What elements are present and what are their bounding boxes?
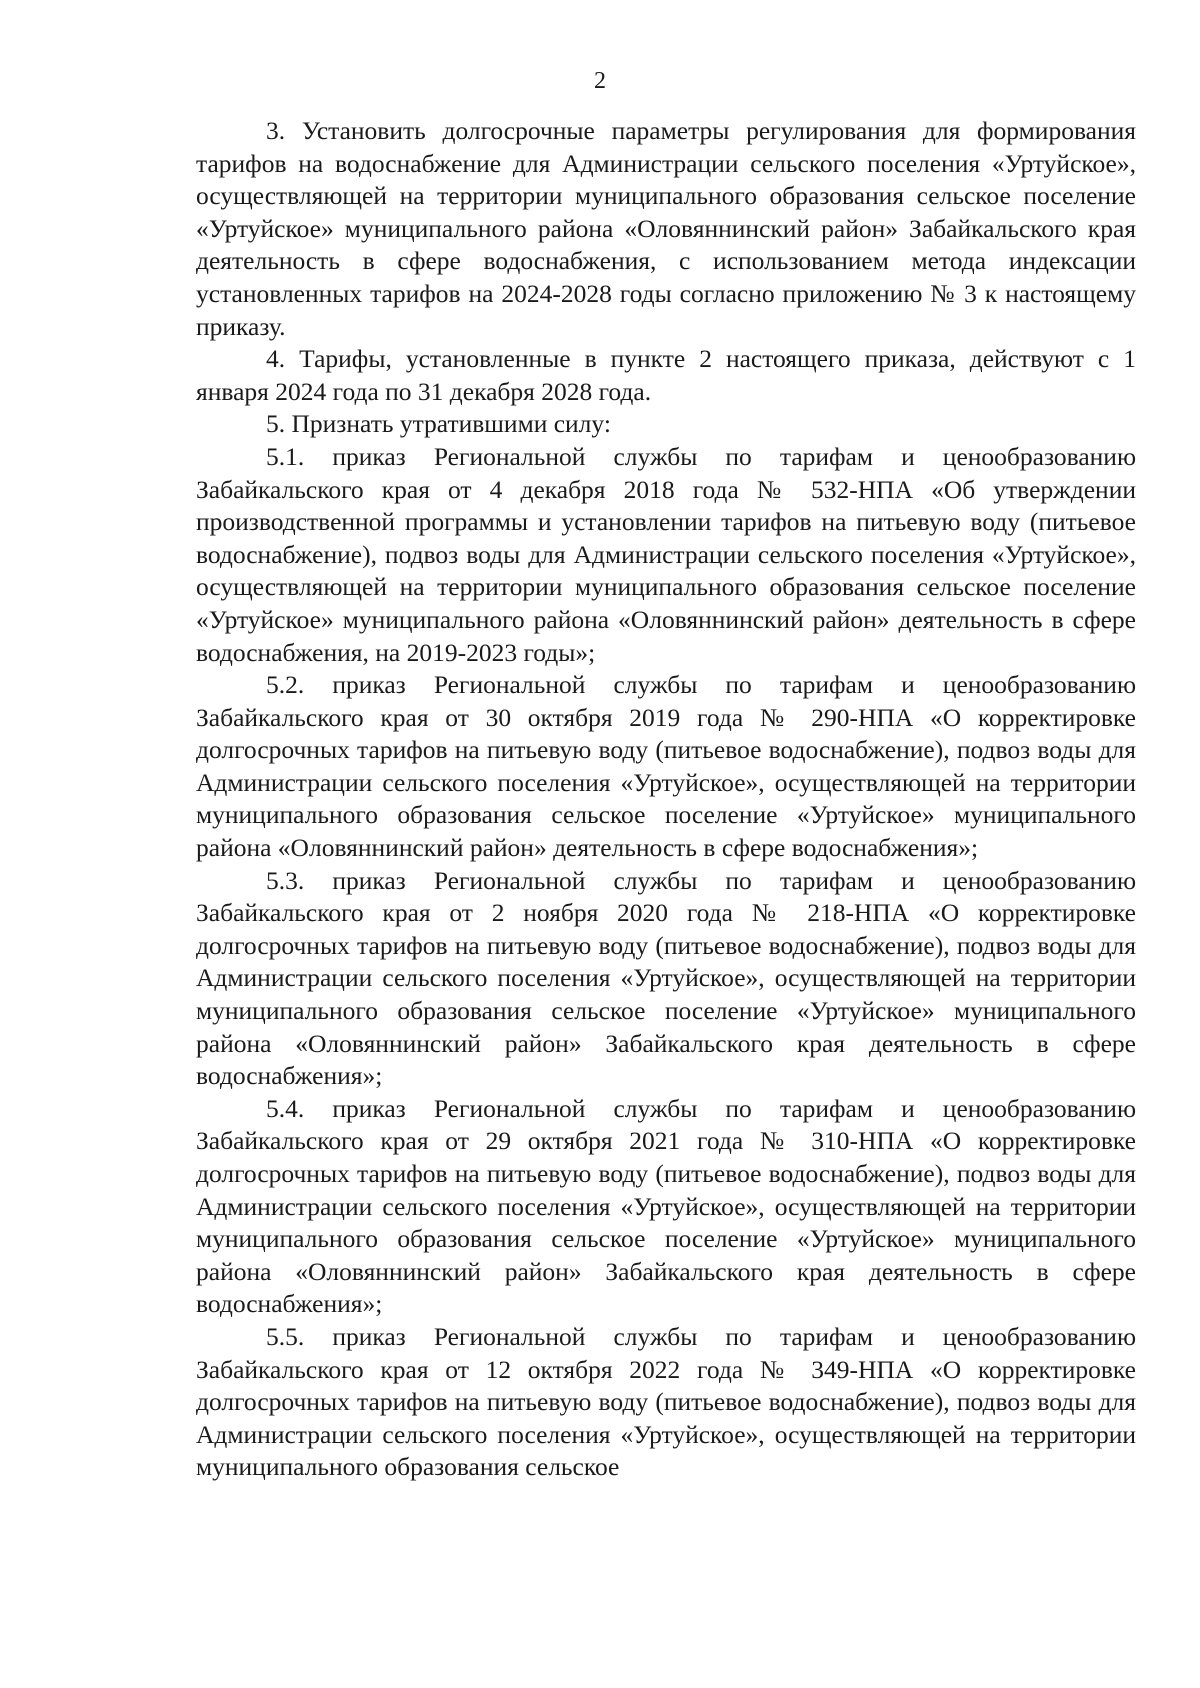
paragraph-item-5-2: 5.2. приказ Региональной службы по тарифам и ценообразованию Забайкальского края от 30 октября 2019 года № 290-НПА «О корректировке долгосрочных тарифов на питьевую воду (питьевое водоснабжение), подвоз воды для Администрации сельского поселения «Уртуйское», осуществляющей на территории муниципального образования сельское поселение «Уртуйское» муниципального района «Оловяннинский район» деятельность в сфере водоснабжения»; — [196, 670, 1136, 863]
page-number: 2 — [594, 68, 606, 94]
paragraph-item-5-1: 5.1. приказ Региональной службы по тарифам и ценообразованию Забайкальского края от 4 декабря 2018 года № 532-НПА «Об утверждении производственной программы и установлении тарифов на питьевую воду (питьевое водоснабжение), подвоз воды для Администрации сельского поселения «Уртуйское», осуществляющей на территории муниципального образования сельское поселение «Уртуйское» муниципального района «Оловяннинский район» деятельность в сфере водоснабжения, на 2019-2023 годы»; — [196, 441, 1136, 667]
paragraph-item-5: 5. Признать утратившими силу: — [266, 409, 611, 439]
paragraph-item-3: 3. Установить долгосрочные параметры регулирования для формирования тарифов на водоснабжение для Администрации сельского поселения «Уртуйское», осуществляющей на территории муниципального образования сельское поселение «Уртуйское» муниципального района «Оловяннинский район» Забайкальского края деятельность в сфере водоснабжения, с использованием метода индексации установленных тарифов на 2024-2028 годы согласно приложению № 3 к настоящему приказу. — [196, 116, 1136, 341]
paragraph-item-4: 4. Тарифы, установленные в пункте 2 настоящего приказа, действуют с 1 января 2024 года по 31 декабря 2028 года. — [196, 344, 1136, 406]
paragraph-item-5-5: 5.5. приказ Региональной службы по тарифам и ценообразованию Забайкальского края от 12 октября 2022 года № 349-НПА «О корректировке долгосрочных тарифов на питьевую воду (питьевое водоснабжение), подвоз воды для Администрации сельского поселения «Уртуйское», осуществляющей на территории муниципального образования сельское — [196, 1321, 1136, 1482]
document-body — [196, 115, 1136, 1484]
paragraph-item-5-4: 5.4. приказ Региональной службы по тарифам и ценообразованию Забайкальского края от 29 октября 2021 года № 310-НПА «О корректировке долгосрочных тарифов на питьевую воду (питьевое водоснабжение), подвоз воды для Администрации сельского поселения «Уртуйское», осуществляющей на территории муниципального образования сельское поселение «Уртуйское» муниципального района «Оловяннинский район» Забайкальского края деятельность в сфере водоснабжения»; — [196, 1093, 1136, 1319]
paragraph-item-5-3: 5.3. приказ Региональной службы по тарифам и ценообразованию Забайкальского края от 2 ноября 2020 года № 218-НПА «О корректировке долгосрочных тарифов на питьевую воду (питьевое водоснабжение), подвоз воды для Администрации сельского поселения «Уртуйское», осуществляющей на территории муниципального образования сельское поселение «Уртуйское» муниципального района «Оловяннинский район» Забайкальского края деятельность в сфере водоснабжения»; — [196, 865, 1136, 1091]
